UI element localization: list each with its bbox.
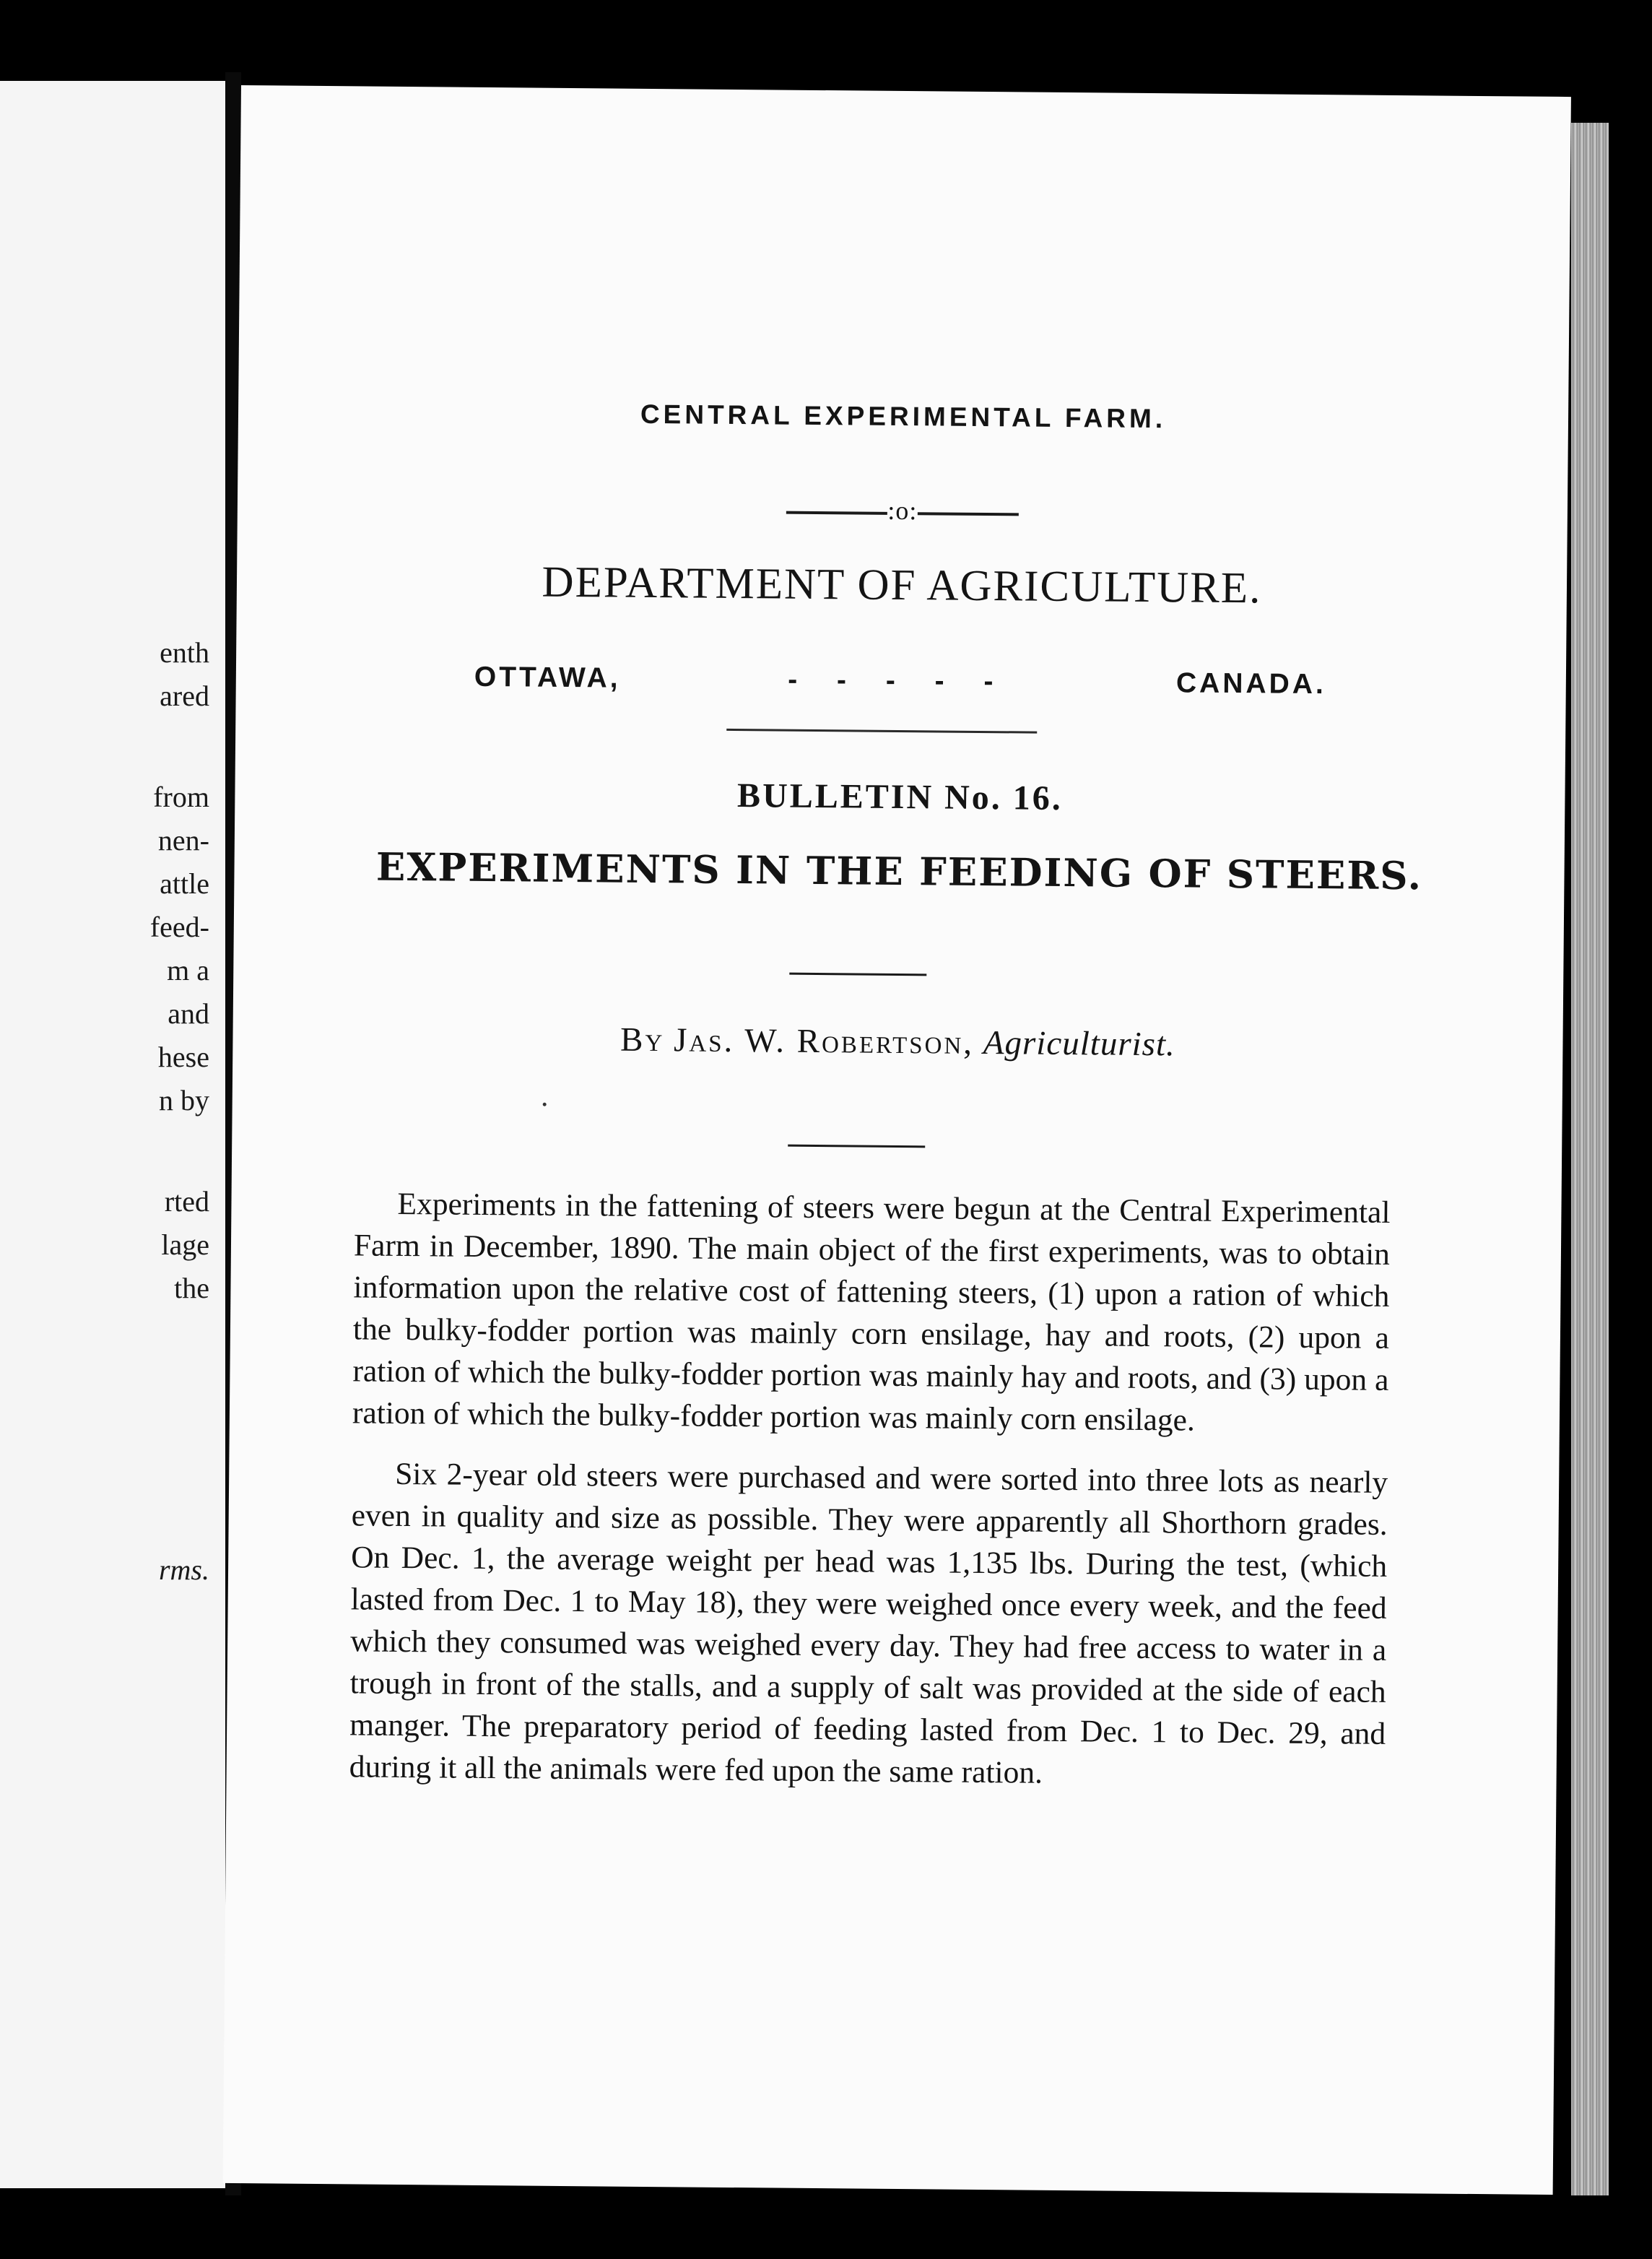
print-speck	[543, 1103, 547, 1106]
left-page-fragment	[0, 81, 225, 2188]
short-divider-rule	[789, 973, 926, 976]
body-paragraph: Experiments in the fattening of steers were begun at the Central Experimental Farm in December, 1890. The main object of the first experiments, was to obtain information upon the relative cost of fattening steers, (1) upon a ration of which the bulky-fodder portion was mainly corn ensilage, hay and roots, (2) upon a ration of which the bulky-fodder portion was mainly hay and roots, and (3) upon a ration of which the bulky-fodder portion was mainly corn ensilage.	[352, 1186, 1391, 1438]
byline-role: Agriculturist.	[983, 1024, 1176, 1064]
left-page-line: and	[168, 997, 209, 1030]
left-page-line: rms.	[158, 1553, 209, 1586]
left-page-line: m a	[167, 954, 209, 987]
department-title: DEPARTMENT OF AGRICULTURE.	[542, 558, 1262, 613]
left-page-line: feed-	[149, 911, 209, 943]
short-divider-rule	[788, 1145, 925, 1148]
left-page-line: n by	[159, 1084, 209, 1117]
left-page-line: hese	[157, 1041, 209, 1073]
left-page-line: attle	[160, 867, 209, 900]
country: CANADA.	[1175, 667, 1327, 701]
left-page-line: the	[174, 1272, 209, 1304]
document-page	[223, 85, 1571, 2195]
byline-author: Jas. W. Robertson,	[673, 1021, 975, 1062]
dash-leader: - - - - -	[787, 664, 1009, 698]
ornament-bar-left	[786, 511, 887, 514]
left-page-line: ared	[160, 680, 209, 712]
page-edges	[1571, 123, 1609, 2195]
city: OTTAWA,	[474, 661, 621, 694]
left-page-line: enth	[160, 636, 209, 669]
byline-by: By	[620, 1020, 665, 1059]
body-paragraph: Six 2-year old steers were purchased and were sorted into three lots as nearly even in quality and size as possible. They were apparently all Shorthorn grades. On Dec. 1, the average weight per head was 1,135 lbs. During the test, (which lasted from Dec. 1 to May 18), they were weighed once every week, and the feed which they consumed was weighed every day. They had free access to water in a trough in front of the stalls, and a supply of salt was provided at the side of each manger. The preparatory period of feeding lasted from Dec. 1 to Dec. 29, and during it all the animals were fed upon the same ration.	[349, 1456, 1388, 1790]
ornament-bar-right	[917, 512, 1018, 516]
left-page-line: nen-	[157, 824, 209, 857]
ornament-mark: :o:	[887, 495, 918, 526]
byline	[232, 1017, 1562, 1067]
bulletin-number: BULLETIN No. 16.	[736, 776, 1064, 818]
left-page-line: rted	[164, 1185, 209, 1218]
place-line	[474, 662, 1326, 701]
body-text	[349, 1182, 1390, 1815]
divider-rule	[726, 729, 1037, 734]
left-page-line: from	[153, 781, 209, 813]
document-title: EXPERIMENTS IN THE FEEDING OF STEERS.	[375, 844, 1423, 899]
ornament-divider	[238, 490, 1568, 532]
masthead: CENTRAL EXPERIMENTAL FARM.	[640, 399, 1167, 434]
left-page-line: lage	[161, 1228, 209, 1261]
